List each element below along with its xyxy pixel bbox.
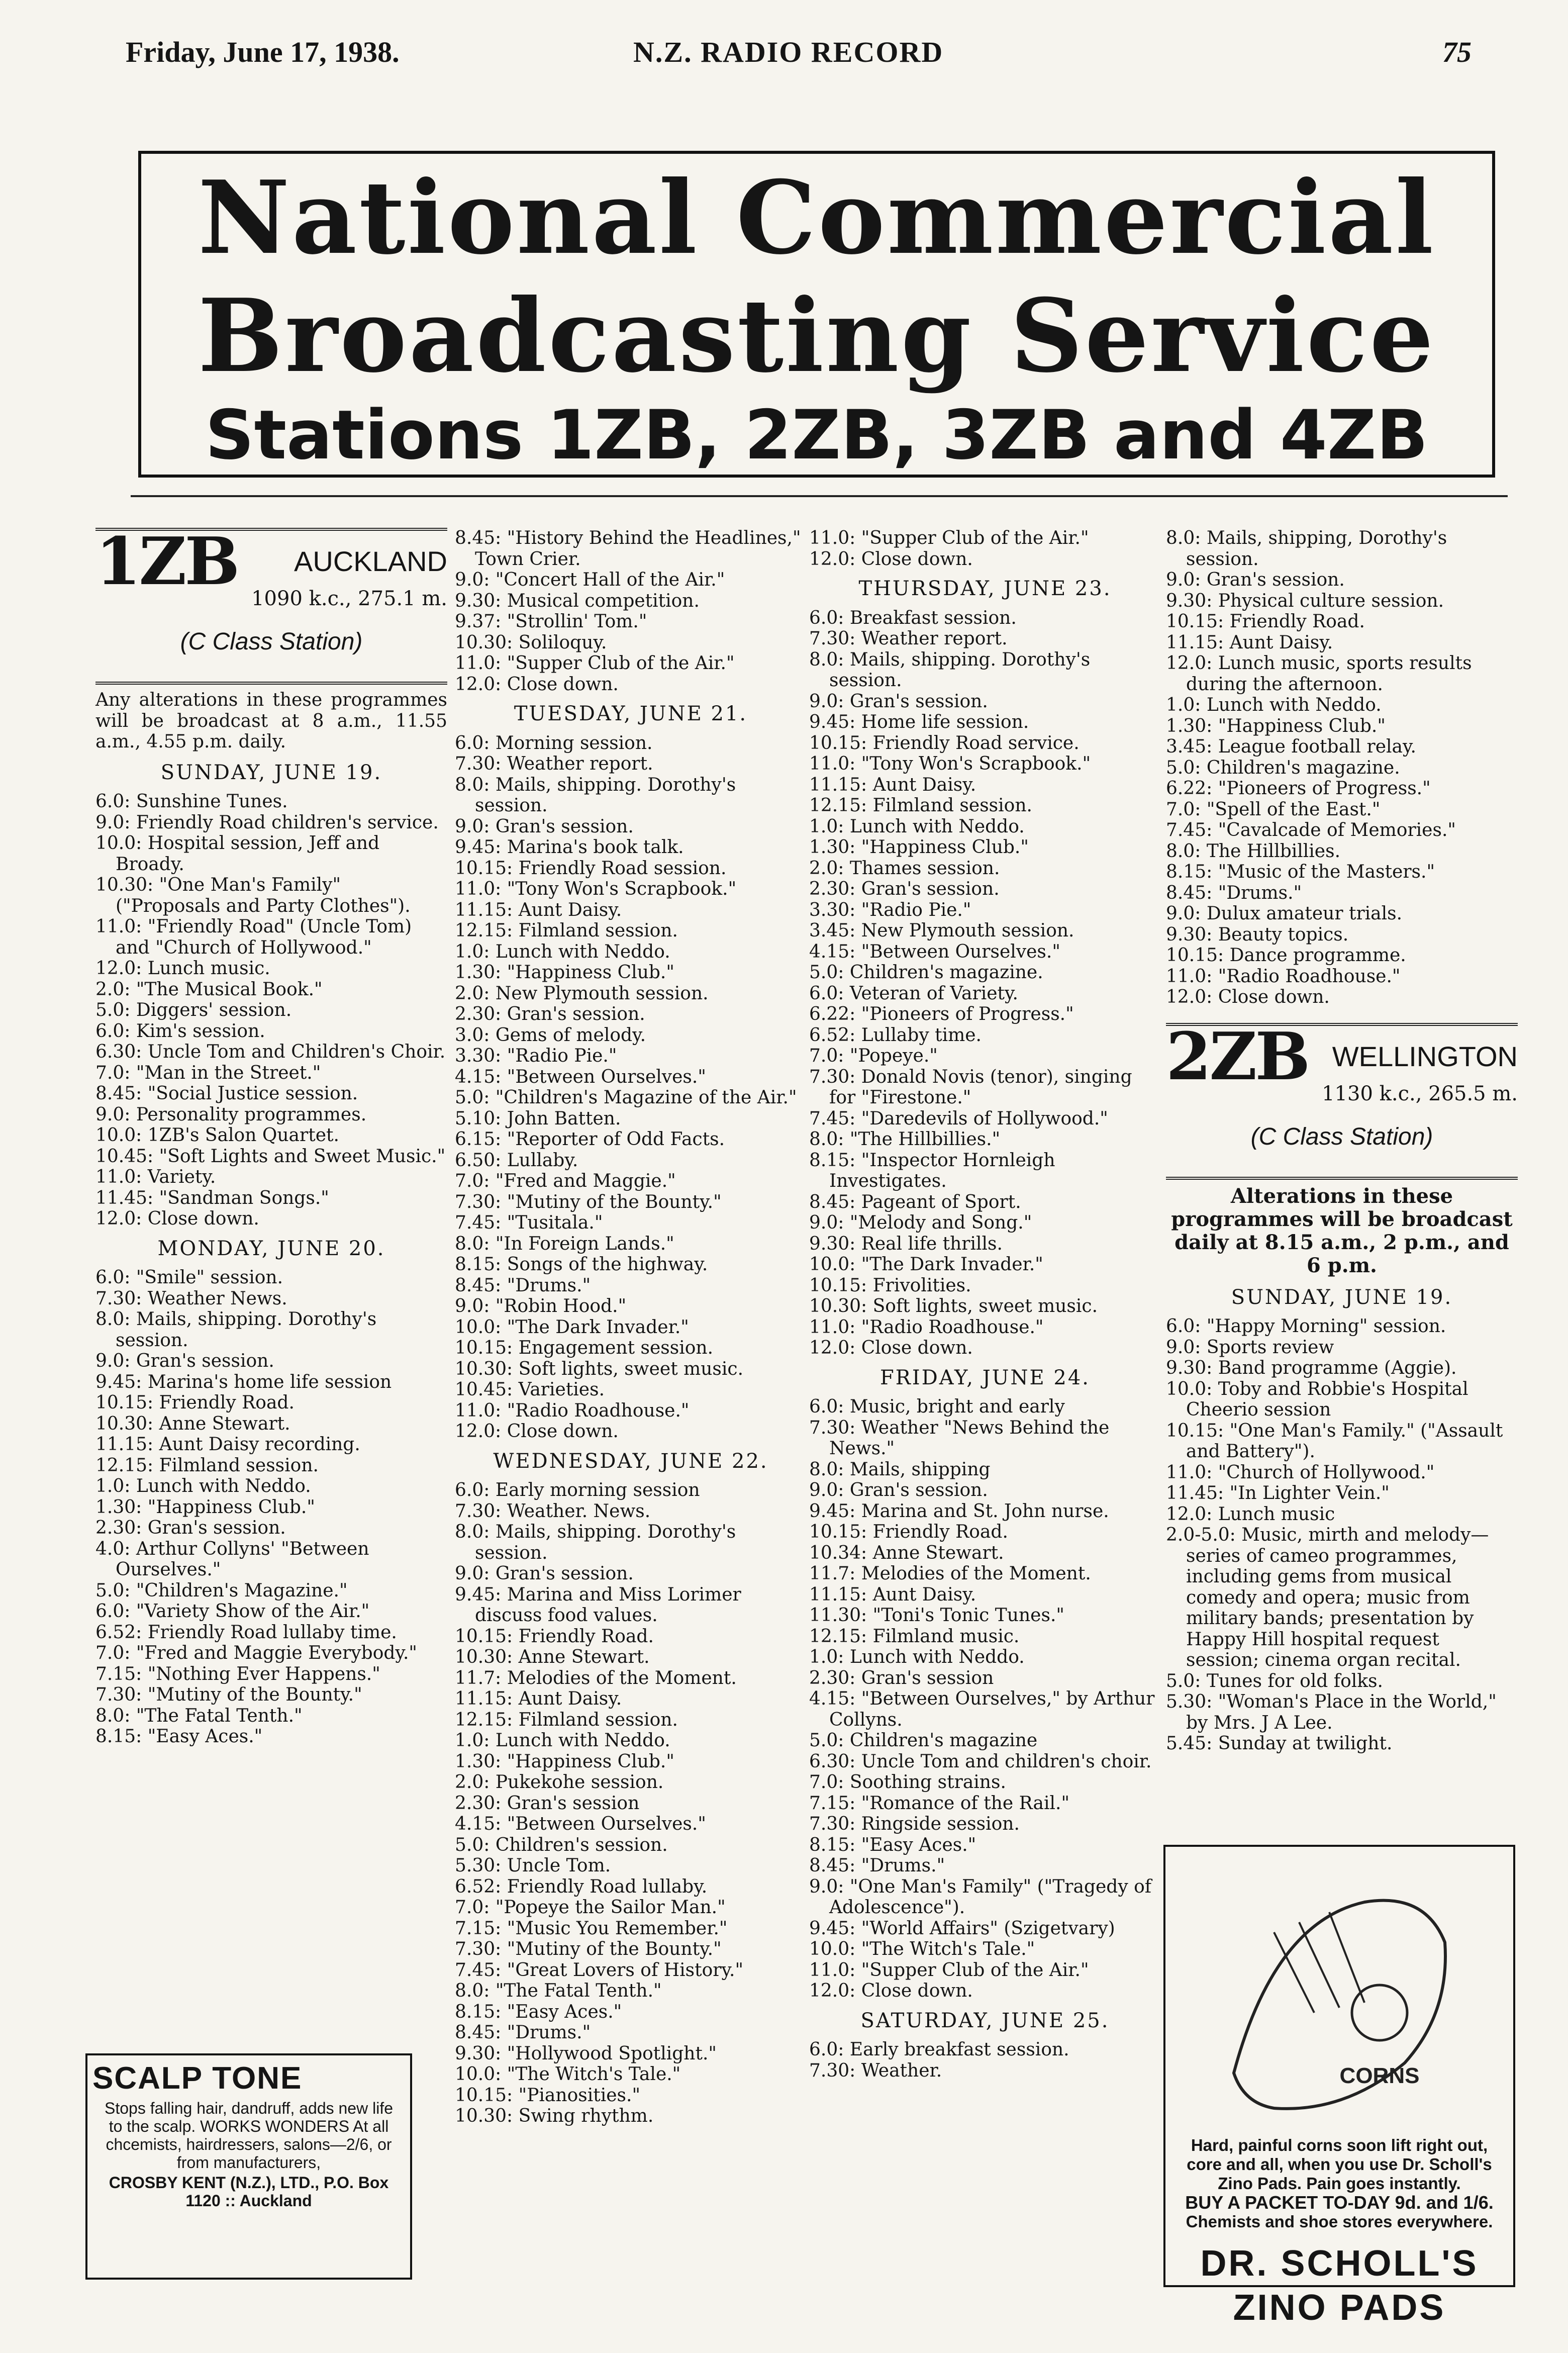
program-entry: 2.30: Gran's session. [455,1004,645,1024]
program-entry: 8.0: The Hillbillies. [1166,840,1341,862]
program-entry: 10.15: Friendly Road session. [455,858,727,879]
corns-label: CORNS [1339,2063,1420,2088]
program-entry: 5.0: Children's magazine. [809,962,1043,983]
day-heading: SUNDAY, JUNE 19. [1231,1285,1453,1309]
program-entry: 8.45: "History Behind the Headlines," Town Crier. [455,528,801,570]
program-list [455,1480,807,2127]
program-entry: 11.0: "Radio Roadhouse." [809,1316,1044,1338]
station-class: (C Class Station) [180,628,363,655]
program-entry: 9.45: Home life session. [809,712,1029,732]
program-entry: 11.15: Aunt Daisy. [809,1584,976,1605]
day-heading: THURSDAY, JUNE 23. [858,577,1112,600]
brand-line-2: ZINO PADS [1233,2288,1446,2328]
program-entry: 6.0: Breakfast session. [809,607,1017,628]
program-entry: 10.15: Friendly Road. [95,1392,295,1413]
program-list [455,733,807,1442]
program-entry: 11.15: Aunt Daisy. [455,899,622,920]
page-number: 75 [1442,36,1472,68]
program-entry: 10.30: Soft lights, sweet music. [809,1296,1098,1316]
program-entry: 2.0: Pukekohe session. [455,1772,664,1793]
program-entry: 8.15: "Easy Aces." [809,1834,976,1855]
program-list [809,2039,1161,2081]
program-entry: 11.0: Variety. [95,1167,216,1187]
program-entry: 2.0: "The Musical Book." [95,979,323,1000]
program-entry: 9.0: Gran's session. [455,816,634,837]
title-banner [138,151,1495,478]
program-entry: 7.0: "Fred and Maggie." [455,1171,676,1191]
program-entry: 10.45: "Soft Lights and Sweet Music." [95,1146,446,1167]
program-entry: 12.0: Close down. [809,548,973,570]
program-entry: 9.45: Marina and St. John nurse. [809,1500,1109,1522]
program-entry: 8.0: Mails, shipping. Dorothy's session. [809,649,1091,691]
program-entry: 7.45: "Tusitala." [455,1212,603,1233]
program-entry: 7.30: Weather "News Behind the News." [809,1417,1110,1459]
program-entry: 9.0: Gran's session. [809,1480,988,1500]
program-entry: 12.0: Lunch music [1166,1503,1335,1525]
program-entry: 12.15: Filmland session. [809,795,1032,816]
program-entry: 1.0: Lunch with Neddo. [809,1647,1025,1667]
program-entry: 5.0: Children's session. [455,1834,668,1855]
column-4 [1166,528,1518,1754]
program-entry: 7.0: "Spell of the East." [1166,799,1381,820]
banner-line-1: National Commercial [198,159,1436,277]
program-entry: 9.0: Personality programmes. [95,1104,367,1125]
program-entry: 11.15: Aunt Daisy. [455,1688,622,1709]
program-entry: 9.0: "Robin Hood." [455,1296,627,1316]
program-entry: 10.0: "The Dark Invader." [809,1254,1043,1275]
program-list [1166,528,1518,1008]
program-entry: 10.15: "One Man's Family." ("Assault and Battery"). [1166,1420,1503,1462]
program-entry: 11.0: "Church of Hollywood." [1166,1462,1435,1483]
program-entry: 10.15: "Pianosities." [455,2085,640,2106]
program-entry: 11.45: "In Lighter Vein." [1166,1483,1390,1503]
program-entry: 8.0: Mails, shipping, Dorothy's session. [1166,528,1447,570]
program-list [95,1267,447,1747]
program-entry: 6.0: Veteran of Variety. [809,983,1018,1004]
program-entry: 3.45: League football relay. [1166,736,1416,757]
program-entry: 10.15: Friendly Road. [1166,611,1365,632]
program-entry: 10.15: Engagement session. [455,1338,714,1358]
program-entry: 5.0: Tunes for old folks. [1166,1670,1383,1691]
program-entry: 10.15: Friendly Road service. [809,732,1080,754]
program-entry: 6.0: Kim's session. [95,1020,265,1042]
program-entry: 9.0: "Melody and Song." [809,1212,1032,1233]
program-entry: 8.0: Mails, shipping. Dorothy's session. [455,774,736,816]
program-entry: 1.30: "Happiness Club." [455,1751,674,1772]
program-entry: 8.0: Mails, shipping [809,1459,991,1480]
program-entry: 10.30: "One Man's Family" ("Proposals and Party Clothes"). [95,875,411,916]
program-entry: 9.0: "One Man's Family" ("Tragedy of Adolescence"). [809,1876,1152,1918]
program-entry: 11.7: Melodies of the Moment. [809,1563,1091,1584]
program-entry: 6.0: Music, bright and early [809,1396,1065,1417]
program-entry: 1.0: Lunch with Neddo. [1166,695,1382,715]
program-entry: 11.15: Aunt Daisy recording. [95,1434,360,1455]
program-entry: 8.15: "Easy Aces." [95,1726,263,1747]
program-list [95,791,447,1230]
program-entry: 10.30: Soft lights, sweet music. [455,1358,744,1379]
program-entry: 1.30: "Happiness Club." [95,1496,315,1518]
program-entry: 2.0: Thames session. [809,858,1000,879]
program-entry: 9.30: "Hollywood Spotlight." [455,2043,717,2064]
page-date: Friday, June 17, 1938. [126,36,400,68]
program-entry: 6.0: "Variety Show of the Air." [95,1601,370,1622]
program-entry: 9.0: Dulux amateur trials. [1166,903,1403,924]
program-entry: 12.15: Filmland music. [809,1626,1020,1647]
program-entry: 12.15: Filmland session. [455,1709,678,1730]
program-entry: 5.0: Diggers' session. [95,1000,292,1020]
program-entry: 6.15: "Reporter of Odd Facts. [455,1129,725,1150]
program-entry: 6.0: "Happy Morning" session. [1166,1316,1446,1337]
program-entry: 1.0: Lunch with Neddo. [455,1730,670,1751]
program-entry: 2.0: New Plymouth session. [455,983,709,1004]
program-entry: 8.45: Pageant of Sport. [809,1191,1021,1212]
program-entry: 8.0: "The Hillbillies." [809,1129,1001,1150]
program-entry: 7.30: "Mutiny of the Bounty." [455,1191,722,1212]
program-entry: 10.30: Anne Stewart. [95,1413,290,1434]
day-heading: WEDNESDAY, JUNE 22. [493,1449,768,1473]
ad-cta: BUY A PACKET TO-DAY 9d. and 1/6. [1185,2192,1494,2213]
program-entry: 11.30: "Toni's Tonic Tunes." [809,1605,1064,1626]
program-entry: 6.0: Morning session. [455,732,653,754]
program-entry: 1.30: "Happiness Club." [1166,715,1386,736]
day-heading: SUNDAY, JUNE 19. [160,761,382,784]
scalp-tone-ad [85,2053,412,2280]
program-entry: 5.0: "Children's Magazine." [95,1580,348,1601]
foot-illustration [1214,1862,1465,2123]
program-entry: 8.45: "Drums." [809,1855,945,1876]
program-entry: 12.0: Close down. [95,1208,259,1229]
program-list [455,528,807,695]
program-entry: 11.0: "Supper Club of the Air." [809,528,1089,548]
program-entry: 8.15: "Music of the Masters." [1166,862,1435,882]
program-entry: 12.0: Lunch music. [95,958,270,979]
program-entry: 10.15: Frivolities. [809,1275,971,1296]
divider [131,495,1508,497]
program-entry: 9.30: Beauty topics. [1166,924,1349,945]
program-entry: 8.15: Songs of the highway. [455,1254,708,1275]
program-entry: 7.30: "Mutiny of the Bounty." [95,1684,362,1705]
program-entry: 10.0: Hospital session, Jeff and Broady. [95,833,380,875]
program-entry: 2.30: Gran's session. [95,1518,286,1538]
program-entry: 1.30: "Happiness Club." [809,837,1029,858]
program-entry: 7.0: "Fred and Maggie Everybody." [95,1643,417,1663]
program-list [809,528,1161,570]
program-entry: 1.0: Lunch with Neddo. [95,1476,311,1496]
program-entry: 7.45: "Great Lovers of History." [455,1959,744,1981]
program-entry: 6.52: Lullaby time. [809,1024,982,1046]
column-3 [809,528,1161,2081]
program-entry: 9.0: Gran's session. [455,1563,634,1584]
ad-body: Stops falling hair, dandruff, adds new life to the scalp. WORKS WONDERS At all chcemists, hairdressers, salons—2/6, or from manufacturers, [105,2099,393,2172]
program-entry: 10.34: Anne Stewart. [809,1542,1004,1563]
program-entry: 6.52: Friendly Road lullaby. [455,1876,708,1897]
program-entry: 12.0: Close down. [455,1421,619,1442]
ad-body: Hard, painful corns soon lift right out, core and all, when you use Dr. Scholl's Zino Pads. Pain goes instantly. [1187,2136,1492,2193]
program-entry: 6.30: Uncle Tom and Children's Choir. [95,1042,446,1062]
program-entry: 10.15: Dance programme. [1166,945,1406,966]
program-entry: 11.0: "Tony Won's Scrapbook." [809,754,1091,774]
program-entry: 10.0: "The Dark Invader." [455,1316,689,1338]
program-entry: 4.15: "Between Ourselves," by Arthur Collyns. [809,1688,1155,1730]
dr-scholls-ad [1163,1845,1515,2328]
program-entry: 7.0: "Man in the Street." [95,1062,321,1083]
program-entry: 7.30: Ringside session. [809,1814,1020,1834]
program-entry: 6.0: Early morning session [455,1480,700,1500]
program-entry: 12.15: Filmland session. [455,920,678,941]
program-entry: 9.0: Friendly Road children's service. [95,812,439,833]
program-entry: 7.15: "Nothing Ever Happens." [95,1663,380,1684]
program-entry: 6.50: Lullaby. [455,1150,578,1171]
program-entry: 1.0: Lunch with Neddo. [455,941,670,962]
call-sign: 2ZB [1166,1017,1309,1095]
program-entry: 11.0: "Radio Roadhouse." [455,1400,690,1421]
station-1zb-header [95,523,447,685]
call-sign: 1ZB [95,523,238,600]
program-entry: 7.30: "Mutiny of the Bounty." [455,1939,722,1959]
program-entry: 12.0: Close down. [809,1338,973,1358]
program-entry: 9.0: Sports review [1166,1337,1334,1358]
program-entry: 10.30: Anne Stewart. [455,1647,650,1667]
program-entry: 8.45: "Drums." [455,1275,591,1296]
brand-line-1: DR. SCHOLL'S [1200,2243,1479,2284]
station-class: (C Class Station) [1250,1123,1433,1150]
program-entry: 10.15: Friendly Road. [809,1522,1008,1542]
program-entry: 7.0: "Popeye." [809,1046,938,1066]
program-entry: 1.0: Lunch with Neddo. [809,816,1025,837]
program-entry: 8.15: "Inspector Hornleigh Investigates. [809,1150,1055,1191]
program-entry: 9.0: Gran's session. [1166,570,1345,590]
program-list [809,608,1161,1359]
day-heading: FRIDAY, JUNE 24. [880,1366,1090,1389]
program-entry: 7.30: Weather. [809,2060,942,2081]
program-entry: 9.45: Marina's home life session [95,1371,392,1392]
program-entry: 11.15: Aunt Daisy. [1166,632,1333,653]
program-entry: 11.0: "Supper Club of the Air." [809,1959,1089,1981]
program-entry: 8.45: "Drums." [455,2022,591,2043]
program-entry: 12.0: Close down. [455,674,619,695]
program-entry: 7.0: "Popeye the Sailor Man." [455,1897,726,1918]
program-entry: 4.0: Arthur Collyns' "Between Ourselves." [95,1538,369,1580]
program-entry: 12.0: Close down. [809,1981,973,2001]
column-1 [95,523,447,1747]
program-entry: 11.15: Aunt Daisy. [809,774,976,795]
program-entry: 8.45: "Drums." [1166,882,1302,903]
program-entry: 9.45: Marina and Miss Lorimer discuss food values. [455,1584,741,1626]
program-entry: 10.0: Toby and Robbie's Hospital Cheerio session [1166,1378,1468,1420]
station-2zb-header [1166,1017,1518,1180]
program-entry: 7.30: Donald Novis (tenor), singing for "Firestone." [809,1066,1132,1108]
program-entry: 9.30: Real life thrills. [809,1233,1003,1254]
program-entry: 3.30: "Radio Pie." [809,899,971,920]
program-entry: 8.0: Mails, shipping. Dorothy's session. [95,1309,377,1351]
program-entry: 10.0: "The Witch's Tale." [809,1939,1035,1959]
program-entry: 7.45: "Cavalcade of Memories." [1166,820,1456,840]
program-entry: 3.30: "Radio Pie." [455,1046,617,1066]
program-entry: 9.0: Gran's session. [809,691,988,712]
program-entry: 8.0: "The Fatal Tenth." [95,1705,303,1726]
program-entry: 5.0: Children's magazine [809,1730,1038,1751]
program-entry: 11.45: "Sandman Songs." [95,1187,329,1208]
banner-line-3: Stations 1ZB, 2ZB, 3ZB and 4ZB [205,396,1428,475]
program-entry: 4.15: "Between Ourselves." [455,1066,706,1087]
program-entry: 8.45: "Social Justice session. [95,1083,358,1104]
alterations-note: Alterations in these programmes will be broadcast daily at 8.15 a.m., 2 p.m., and 6 p.m. [1171,1184,1513,1277]
program-entry: 6.22: "Pioneers of Progress." [809,1004,1074,1024]
program-entry: 3.0: Gems of melody. [455,1024,646,1046]
program-entry: 5.10: John Batten. [455,1108,621,1129]
program-entry: 9.30: Physical culture session. [1166,590,1444,611]
banner-line-2: Broadcasting Service [198,277,1436,395]
program-entry: 7.30: Weather report. [455,754,653,774]
program-entry: 7.15: "Music You Remember." [455,1918,728,1939]
program-entry: 4.15: "Between Ourselves." [809,941,1060,962]
program-entry: 10.30: Swing rhythm. [455,2106,654,2126]
station-city: WELLINGTON [1332,1040,1518,1072]
program-entry: 6.0: Sunshine Tunes. [95,791,288,812]
program-entry: 9.45: Marina's book talk. [455,837,684,858]
program-entry: 2.30: Gran's session. [809,879,1000,899]
ad-stockists: Chemists and shoe stores everywhere. [1186,2212,1493,2231]
program-entry: 12.15: Filmland session. [95,1455,319,1476]
program-entry: 7.45: "Daredevils of Hollywood." [809,1108,1108,1129]
program-entry: 2.0-5.0: Music, mirth and melody—series of cameo programmes, including gems from musical comedy and opera; music from military bands; presentation by Happy Hill hospital request session; cinema organ recital. [1166,1525,1489,1670]
program-entry: 9.30: Band programme (Aggie). [1166,1358,1457,1378]
program-entry: 7.30: Weather News. [95,1288,287,1309]
program-entry: 9.0: "Concert Hall of the Air." [455,570,725,590]
program-entry: 9.37: "Strollin' Tom." [455,611,647,632]
day-heading: SATURDAY, JUNE 25. [860,2009,1110,2032]
day-heading: TUESDAY, JUNE 21. [514,702,748,725]
program-list [1166,1316,1518,1754]
program-entry: 12.0: Close down. [1166,987,1330,1007]
program-entry: 5.30: "Woman's Place in the World," by Mrs. J A Lee. [1166,1691,1497,1733]
program-entry: 5.0: "Children's Magazine of the Air." [455,1087,797,1108]
program-entry: 9.30: Musical competition. [455,590,700,611]
publication-title: N.Z. RADIO RECORD [633,36,944,68]
program-entry: 5.30: Uncle Tom. [455,1855,611,1876]
program-entry: 11.7: Melodies of the Moment. [455,1667,737,1688]
program-entry: 10.0: "The Witch's Tale." [455,2064,681,2085]
program-entry: 8.0: "In Foreign Lands." [455,1233,674,1254]
program-entry: 8.15: "Easy Aces." [455,2001,622,2022]
program-entry: 6.30: Uncle Tom and children's choir. [809,1751,1152,1772]
program-entry: 11.0: "Tony Won's Scrapbook." [455,879,737,899]
program-entry: 4.15: "Between Ourselves." [455,1814,706,1834]
program-entry: 2.30: Gran's session [455,1793,640,1814]
column-2 [455,528,807,2127]
day-heading: MONDAY, JUNE 20. [157,1237,385,1260]
program-entry: 12.0: Lunch music, sports results during the afternoon. [1166,653,1472,695]
program-entry: 8.0: "The Fatal Tenth." [455,1981,662,2001]
program-list [809,1396,1161,2002]
program-entry: 11.0: "Supper Club of the Air." [455,653,735,674]
program-entry: 6.0: Early breakfast session. [809,2039,1069,2060]
station-frequency: 1130 k.c., 265.5 m. [1322,1082,1518,1105]
program-entry: 5.45: Sunday at twilight. [1166,1733,1393,1754]
program-entry: 9.0: Gran's session. [95,1351,274,1371]
program-entry: 6.52: Friendly Road lullaby time. [95,1622,397,1643]
program-entry: 1.30: "Happiness Club." [455,962,674,983]
program-entry: 10.0: 1ZB's Salon Quartet. [95,1125,339,1146]
program-entry: 3.45: New Plymouth session. [809,920,1074,941]
program-entry: 7.0: Soothing strains. [809,1772,1006,1793]
program-entry: 7.15: "Romance of the Rail." [809,1793,1070,1814]
program-entry: 6.0: "Smile" session. [95,1267,283,1288]
ad-brand [1165,2241,1513,2330]
program-entry: 11.0: "Radio Roadhouse." [1166,966,1401,987]
program-entry: 10.45: Varieties. [455,1379,605,1400]
program-entry: 8.0: Mails, shipping. Dorothy's session. [455,1522,736,1563]
program-entry: 5.0: Children's magazine. [1166,757,1400,778]
program-entry: 11.0: "Friendly Road" (Uncle Tom) and "Church of Hollywood." [95,916,412,958]
ad-maker: CROSBY KENT (N.Z.), LTD., P.O. Box 1120 :: Auckland [109,2174,389,2210]
program-entry: 6.22: "Pioneers of Progress." [1166,778,1431,799]
station-frequency: 1090 k.c., 275.1 m. [251,587,447,610]
alterations-note: Any alterations in these programmes will be broadcast at 8 a.m., 11.55 a.m., 4.55 p.m. daily. [95,690,447,752]
station-city: AUCKLAND [294,545,447,577]
program-entry: 7.30: Weather report. [809,628,1008,649]
ad-title: SCALP TONE [92,2061,303,2096]
program-entry: 2.30: Gran's session [809,1667,994,1688]
program-entry: 10.15: Friendly Road. [455,1626,654,1647]
program-entry: 9.45: "World Affairs" (Szigetvary) [809,1918,1115,1939]
program-entry: 10.30: Soliloquy. [455,632,607,653]
program-entry: 7.30: Weather. News. [455,1500,651,1522]
